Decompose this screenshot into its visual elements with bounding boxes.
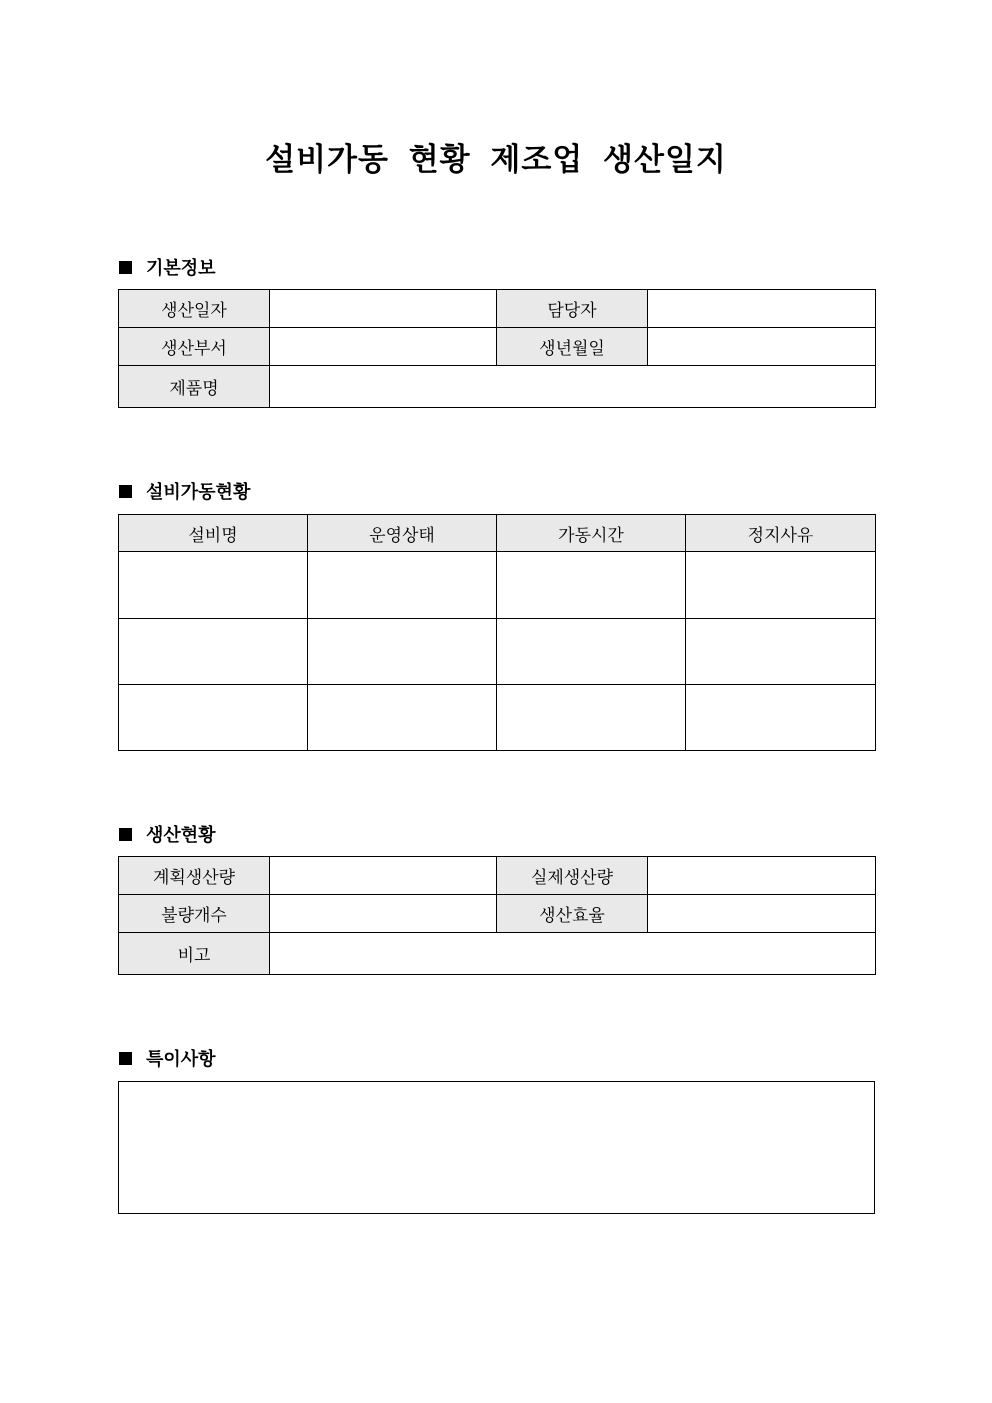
production-table: [118, 856, 876, 975]
section-basic-heading: [119, 254, 216, 280]
table-cell[interactable]: [308, 552, 497, 619]
notes-textarea[interactable]: [118, 1081, 875, 1214]
column-header-operating-status: 운영상태: [308, 515, 497, 552]
field-manager[interactable]: [648, 290, 876, 328]
section-basic-title: 기본정보: [146, 258, 216, 279]
field-efficiency[interactable]: [648, 895, 876, 933]
label-production-date: 생산일자: [119, 290, 270, 328]
column-header-stop-reason: 정지사유: [686, 515, 876, 552]
basic-info-table: [118, 289, 876, 408]
label-product-name: 제품명: [119, 366, 270, 408]
column-header-operating-time: 가동시간: [497, 515, 686, 552]
table-row: [119, 619, 876, 685]
table-cell[interactable]: [686, 552, 876, 619]
table-cell[interactable]: [497, 685, 686, 751]
label-planned-output: 계획생산량: [119, 857, 270, 895]
field-remarks[interactable]: [270, 933, 876, 975]
field-production-date[interactable]: [270, 290, 497, 328]
table-cell[interactable]: [119, 685, 308, 751]
table-cell[interactable]: [497, 552, 686, 619]
table-row: [119, 552, 876, 619]
document-title: 설비가동 현황 제조업 생산일지: [265, 142, 727, 178]
label-efficiency: 생산효율: [497, 895, 648, 933]
table-cell[interactable]: [119, 552, 308, 619]
table-cell[interactable]: [686, 685, 876, 751]
label-defect-count: 불량개수: [119, 895, 270, 933]
table-cell[interactable]: [497, 619, 686, 685]
label-department: 생산부서: [119, 328, 270, 366]
table-cell[interactable]: [686, 619, 876, 685]
label-manager: 담당자: [497, 290, 648, 328]
table-cell[interactable]: [119, 619, 308, 685]
field-department[interactable]: [270, 328, 497, 366]
field-product-name[interactable]: [270, 366, 876, 408]
equipment-table: [118, 514, 876, 751]
label-remarks: 비고: [119, 933, 270, 975]
square-bullet-icon: [119, 485, 132, 498]
section-notes-title: 특이사항: [146, 1049, 216, 1070]
section-production-title: 생산현황: [146, 825, 216, 846]
label-actual-output: 실제생산량: [497, 857, 648, 895]
section-equipment-title: 설비가동현황: [146, 482, 251, 503]
table-cell[interactable]: [308, 619, 497, 685]
field-actual-output[interactable]: [648, 857, 876, 895]
field-birth-date[interactable]: [648, 328, 876, 366]
column-header-equipment-name: 설비명: [119, 515, 308, 552]
table-cell[interactable]: [308, 685, 497, 751]
square-bullet-icon: [119, 1052, 132, 1065]
label-birth-date: 생년월일: [497, 328, 648, 366]
field-defect-count[interactable]: [270, 895, 497, 933]
field-planned-output[interactable]: [270, 857, 497, 895]
section-equipment-heading: [119, 478, 250, 504]
section-notes-heading: [119, 1045, 216, 1071]
table-row: [119, 685, 876, 751]
square-bullet-icon: [119, 828, 132, 841]
square-bullet-icon: [119, 261, 132, 274]
section-production-heading: [119, 821, 216, 847]
